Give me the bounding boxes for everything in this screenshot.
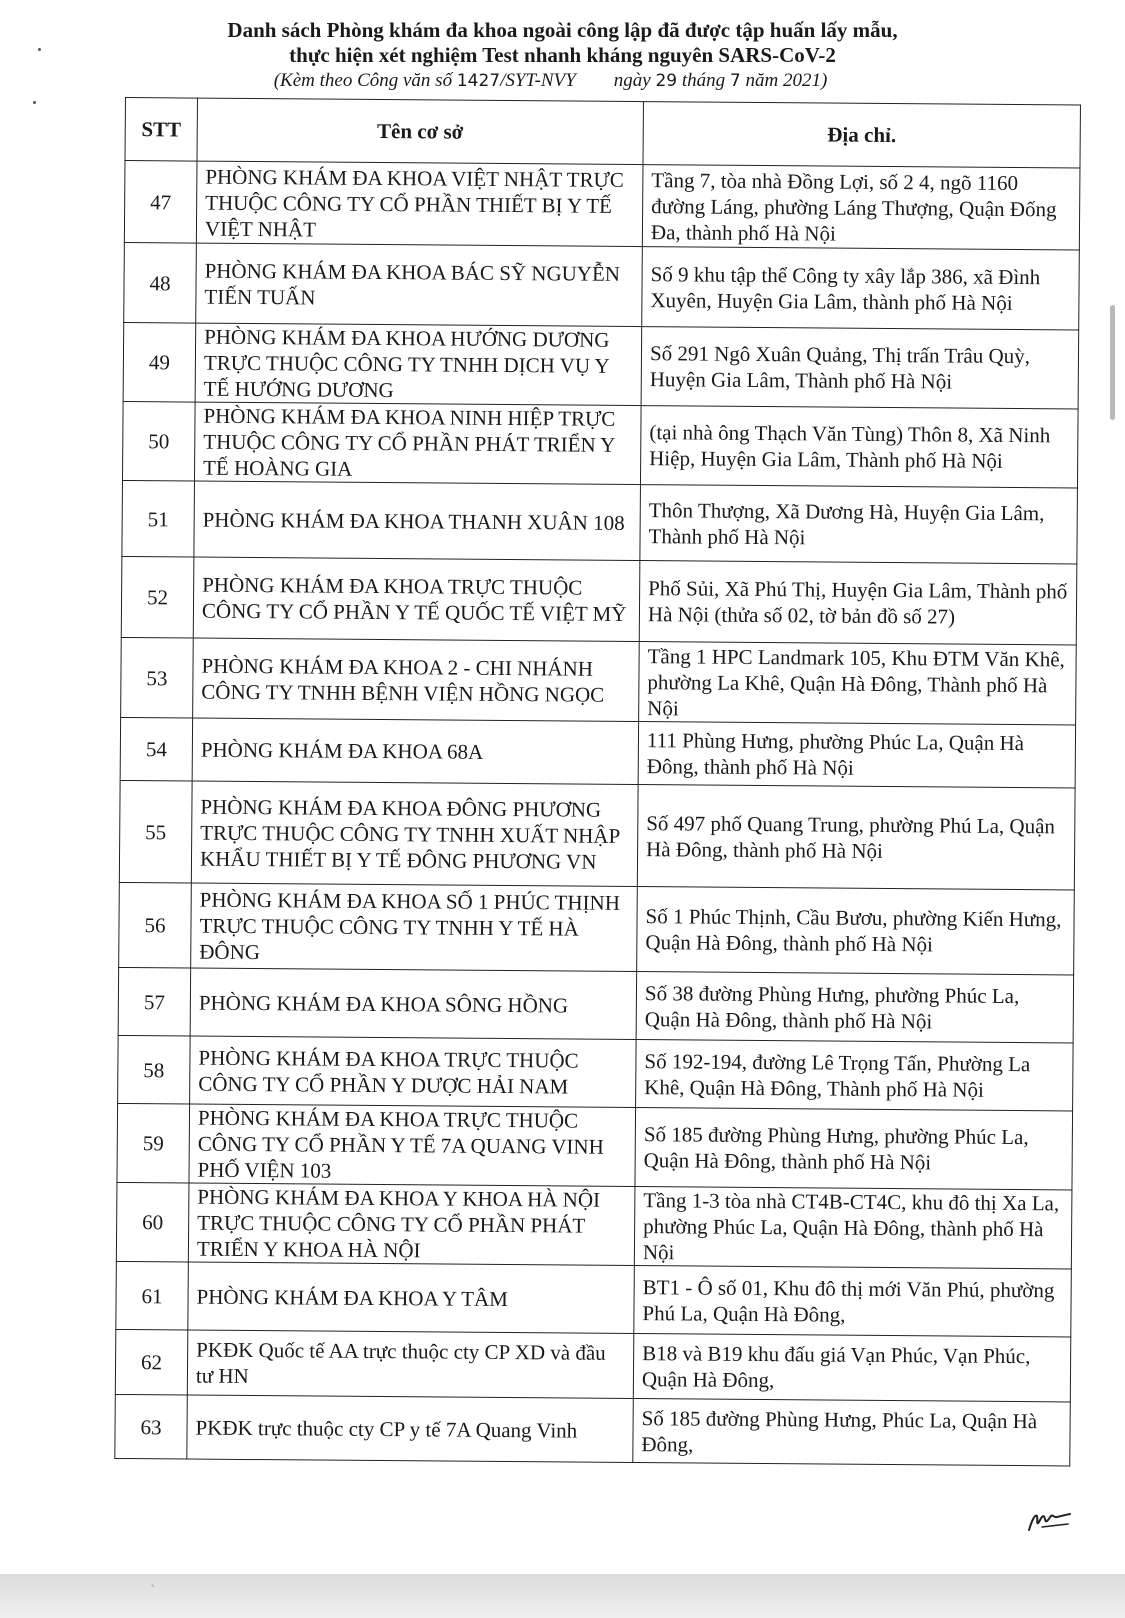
row-name-cell: PHÒNG KHÁM ĐA KHOA TRỰC THUỘC CÔNG TY CỔ PHẦN Y TẾ 7A QUANG VINH PHỐ VIỆN 103: [189, 1104, 636, 1187]
row-address-cell: Tầng 7, tòa nhà Đồng Lợi, số 2 4, ngõ 1160 đường Láng, phường Láng Thượng, Quận Đống Đa, thành phố Hà Nội: [642, 165, 1080, 250]
row-address-cell: Số 497 phố Quang Trung, phường Phú La, Quận Hà Đông, thành phố Hà Nội: [637, 785, 1075, 890]
table-row: [116, 1261, 1072, 1336]
table-row: [118, 1035, 1074, 1110]
margin-dot: [38, 48, 41, 51]
table-row: [122, 401, 1078, 487]
row-stt-cell: 61: [116, 1261, 189, 1330]
table-row: [122, 480, 1078, 563]
margin-dot: [33, 101, 36, 104]
row-address-cell: Số 9 khu tập thể Công ty xây lắp 386, xã Đình Xuyên, Huyện Gia Lâm, thành phố Hà Nội: [642, 247, 1080, 330]
table-row: [118, 967, 1074, 1042]
row-stt-cell: 49: [123, 322, 196, 402]
row-name-cell: PKĐK Quốc tế AA trực thuộc cty CP XD và đầu tư HN: [187, 1330, 633, 1399]
row-stt-cell: 47: [124, 161, 197, 244]
row-address-cell: Số 192-194, đường Lê Trọng Tấn, Phường La Khê, Quận Hà Đông, Thành phố Hà Nội: [636, 1040, 1074, 1111]
row-name-cell: PHÒNG KHÁM ĐA KHOA 68A: [192, 718, 638, 785]
row-name-cell: PHÒNG KHÁM ĐA KHOA Y KHOA HÀ NỘI TRỰC THUỘC CÔNG TY CỔ PHẦN PHÁT TRIỂN Y KHOA HÀ NỘI: [188, 1183, 635, 1266]
title-line-2: thực hiện xét nghiệm Test nhanh kháng nguyên SARS-CoV-2: [289, 43, 836, 67]
table-row: [121, 637, 1077, 724]
table-row: [124, 242, 1080, 329]
signature-mark: [1026, 1504, 1072, 1534]
row-stt-cell: 52: [121, 556, 194, 638]
row-stt-cell: 60: [116, 1182, 189, 1262]
row-stt-cell: 51: [122, 480, 195, 557]
row-address-cell: Số 185 đường Phùng Hưng, Phúc La, Quận Hà Đông,: [633, 1399, 1070, 1466]
row-address-cell: Tầng 1 HPC Landmark 105, Khu ĐTM Văn Khê, phường La Khê, Quận Hà Đông, Thành phố Hà Nội: [639, 642, 1077, 725]
header-address: Địa chỉ.: [643, 102, 1080, 168]
ref-day: 29: [655, 71, 678, 91]
row-stt-cell: 50: [122, 401, 195, 481]
ref-number: 1427: [456, 71, 501, 91]
table-row: [119, 780, 1075, 889]
header-name: Tên cơ sở: [197, 98, 643, 165]
row-name-cell: PHÒNG KHÁM ĐA KHOA HƯỚNG DƯƠNG TRỰC THUỘC CÔNG TY TNHH DỊCH VỤ Y TẾ HƯỚNG DƯƠNG: [195, 323, 642, 406]
row-name-cell: PHÒNG KHÁM ĐA KHOA THANH XUÂN 108: [194, 481, 641, 561]
ref-day-label: ngày: [613, 70, 656, 91]
row-address-cell: Số 1 Phúc Thịnh, Cầu Bươu, phường Kiến Hưng, Quận Hà Đông, thành phố Hà Nội: [637, 887, 1075, 975]
row-name-cell: PKĐK trực thuộc cty CP y tế 7A Quang Vinh: [187, 1395, 633, 1463]
row-address-cell: Số 291 Ngô Xuân Quảng, Thị trấn Trâu Quỳ, Huyện Gia Lâm, Thành phố Hà Nội: [641, 327, 1079, 409]
scrollbar-thumb[interactable]: [1110, 305, 1115, 420]
ref-code: SYT-NVY: [505, 70, 576, 91]
table-row: [120, 717, 1075, 787]
row-stt-cell: 58: [118, 1035, 191, 1104]
document-header: [0, 18, 1125, 94]
row-name-cell: PHÒNG KHÁM ĐA KHOA TRỰC THUỘC CÔNG TY CỔ PHẦN Y TẾ QUỐC TẾ VIỆT MỸ: [193, 557, 640, 642]
row-stt-cell: 55: [119, 780, 192, 883]
table-row: [115, 1394, 1070, 1465]
ref-prefix: (Kèm theo Công văn số: [273, 70, 457, 91]
row-stt-cell: 59: [117, 1103, 190, 1183]
row-name-cell: PHÒNG KHÁM ĐA KHOA TRỰC THUỘC CÔNG TY CỔ PHẦN Y DƯỢC HẢI NAM: [190, 1036, 637, 1108]
row-address-cell: 111 Phùng Hưng, phường Phúc La, Quận Hà Đông, thành phố Hà Nội: [638, 722, 1075, 788]
ref-year: năm 2021): [740, 70, 828, 91]
table-row: [119, 882, 1075, 974]
row-address-cell: Tầng 1-3 tòa nhà CT4B-CT4C, khu đô thị Xa La, phường Phúc La, Quận Hà Đông, thành phố Hà Nội: [634, 1187, 1072, 1269]
row-stt-cell: 57: [118, 967, 191, 1036]
table-row: [124, 161, 1080, 250]
reference-line: (Kèm theo Công văn số 1427/SYT-NVY ngày 29 tháng 7 năm 2021): [273, 70, 828, 91]
row-address-cell: Phố Sủi, Xã Phú Thị, Huyện Gia Lâm, Thành phố Hà Nội (thửa số 02, tờ bản đồ số 27): [639, 561, 1077, 645]
ref-month-label: tháng: [677, 70, 730, 91]
row-address-cell: (tại nhà ông Thạch Văn Tùng) Thôn 8, Xã Ninh Hiệp, Huyện Gia Lâm, Thành phố Hà Nội: [640, 406, 1078, 488]
row-name-cell: PHÒNG KHÁM ĐA KHOA SÔNG HỒNG: [190, 968, 637, 1040]
edge-mark-icon: ˋ: [150, 1584, 157, 1600]
row-name-cell: PHÒNG KHÁM ĐA KHOA BÁC SỸ NGUYỄN TIẾN TUẤN: [196, 243, 643, 327]
header-stt: STT: [125, 98, 197, 162]
row-address-cell: Thôn Thượng, Xã Dương Hà, Huyện Gia Lâm, Thành phố Hà Nội: [640, 485, 1078, 564]
row-stt-cell: 54: [120, 717, 192, 781]
clinic-table: [114, 97, 1081, 1466]
table-row: [117, 1103, 1073, 1189]
row-stt-cell: 63: [115, 1394, 188, 1459]
table-row: [115, 1329, 1070, 1401]
row-stt-cell: 56: [119, 882, 192, 968]
row-name-cell: PHÒNG KHÁM ĐA KHOA SỐ 1 PHÚC THỊNH TRỰC THUỘC CÔNG TY TNHH Y TẾ HÀ ĐÔNG: [191, 883, 638, 972]
row-name-cell: PHÒNG KHÁM ĐA KHOA ĐÔNG PHƯƠNG TRỰC THUỘC CÔNG TY TNHH XUẤT NHẬP KHẨU THIẾT BỊ Y TẾ ĐÔNG PHƯƠNG VN: [191, 781, 638, 886]
row-address-cell: BT1 - Ô số 01, Khu đô thị mới Văn Phú, phường Phú La, Quận Hà Đông,: [634, 1266, 1072, 1337]
table-row: [123, 322, 1079, 408]
table-row: [121, 556, 1077, 644]
table-row: [116, 1182, 1072, 1268]
row-stt-cell: 48: [124, 242, 197, 323]
row-address-cell: Số 185 đường Phùng Hưng, phường Phúc La, Quận Hà Đông, thành phố Hà Nội: [635, 1108, 1073, 1190]
row-address-cell: B18 và B19 khu đấu giá Vạn Phúc, Vạn Phúc, Quận Hà Đông,: [633, 1334, 1070, 1402]
row-stt-cell: 62: [115, 1329, 188, 1395]
ref-month: 7: [729, 71, 741, 91]
title-line-1: Danh sách Phòng khám đa khoa ngoài công lập đã được tập huấn lấy mẫu,: [227, 18, 898, 42]
row-stt-cell: 53: [121, 637, 194, 718]
page-bottom-edge: [0, 1574, 1125, 1618]
row-name-cell: PHÒNG KHÁM ĐA KHOA VIỆT NHẬT TRỰC THUỘC CÔNG TY CỔ PHẦN THIẾT BỊ Y TẾ VIỆT NHẬT: [196, 161, 643, 247]
row-address-cell: Số 38 đường Phùng Hưng, phường Phúc La, Quận Hà Đông, thành phố Hà Nội: [636, 972, 1074, 1043]
row-name-cell: PHÒNG KHÁM ĐA KHOA Y TÂM: [188, 1262, 635, 1334]
table-header-row: [125, 98, 1080, 168]
row-name-cell: PHÒNG KHÁM ĐA KHOA 2 - CHI NHÁNH CÔNG TY TNHH BỆNH VIỆN HỒNG NGỌC: [193, 638, 640, 722]
row-name-cell: PHÒNG KHÁM ĐA KHOA NINH HIỆP TRỰC THUỘC CÔNG TY CỔ PHẦN PHÁT TRIỂN Y TẾ HOÀNG GIA: [194, 402, 641, 485]
